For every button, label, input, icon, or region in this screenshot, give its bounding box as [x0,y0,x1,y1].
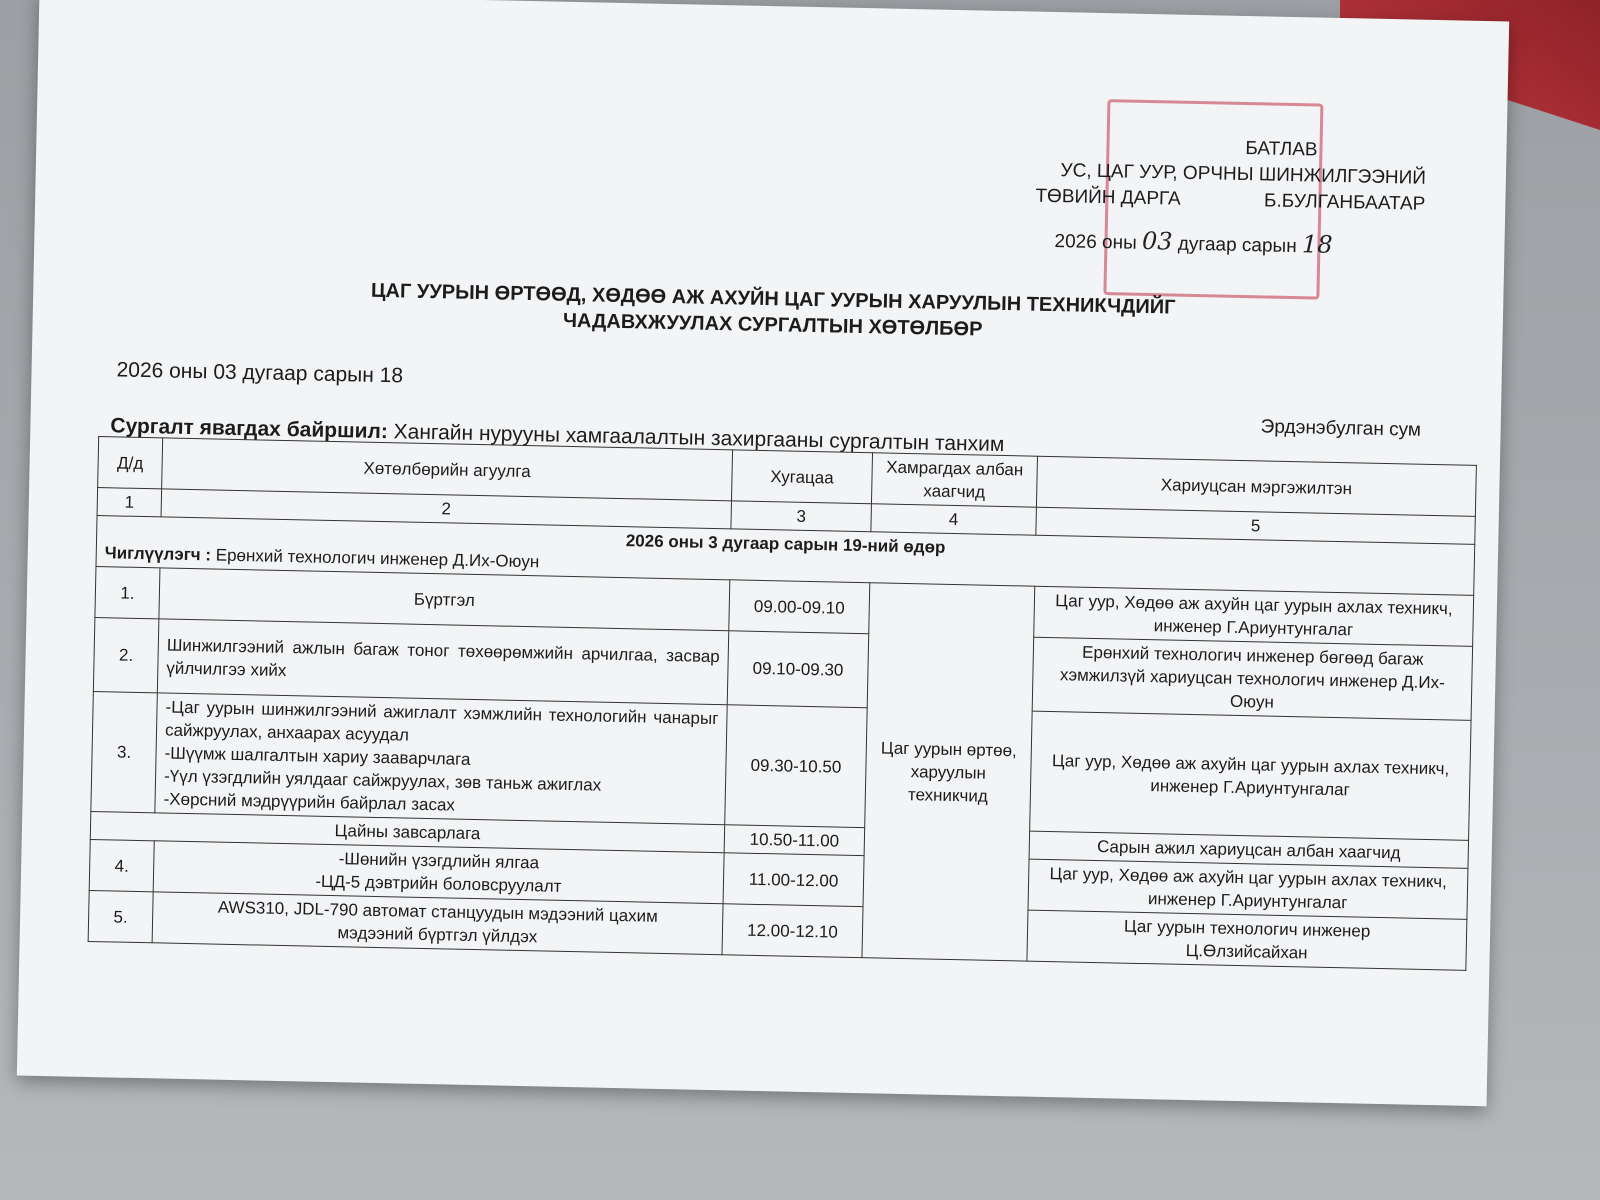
header-time: Хугацаа [731,450,872,504]
document-place: Эрдэнэбулган сум [1260,416,1422,441]
row-time: 12.00-12.10 [722,904,863,958]
location-value: Хангайн нурууны хамгаалалтын захиргааны сургалтын танхим [387,420,1005,457]
row-responsible: Цаг уур, Хөдөө аж ахуйн цаг уурын ахлах техникч, инженер Г.Ариунтунгалаг [1028,859,1468,919]
row-responsible: Цаг уур, Хөдөө аж ахуйн цаг уурын ахлах техникч, инженер Г.Ариунтунгалаг [1034,586,1474,646]
approval-date-month: 03 [1141,226,1173,256]
content-line: -Шөнийн үзэгдлийн ялгаа [338,849,540,873]
approval-title: БАТЛАВ [1245,138,1318,161]
row-responsible: Сарын ажил хариуцсан албан хаагчид [1029,831,1468,868]
content-line: -Үүл үзэгдлийн уялдааг сайжруулах, зөв таньж ажиглах [163,766,602,795]
document-date: 2026 оны 03 дугаар сарын 18 [116,358,404,388]
row-content [155,693,727,825]
header-responsible: Хариуцсан мэргэжилтэн [1036,456,1476,516]
approval-signer: Б.БУЛГАНБААТАР [1263,190,1426,215]
row-responsible: Цаг уур, Хөдөө аж ахуйн цаг уурын ахлах техникч, инженер Г.Ариунтунгалаг [1030,711,1471,840]
row-content: Шинжилгээний ажлын багаж тоног төхөөрөмжийн арчилгаа, засвар үйлчилгээ хийх [157,619,728,705]
approval-position: ТӨВИЙН ДАРГА [1035,185,1181,210]
title-line-2: ЧАДАВХЖУУЛАХ СУРГАЛТЫН ХӨТӨЛБӨР [562,309,983,341]
content-line: -Цаг уурын шинжилгээний ажиглалт хэмжлийн технологийн чанарыг сайжруулах, анхаарах асуудал [164,697,719,745]
header-participants: Хамрагдах албан хаагчид [871,453,1037,507]
approval-org-line: УС, ЦАГ УУР, ОРЧНЫ ШИНЖИЛГЭЭНИЙ [1060,160,1427,189]
approval-date-prefix: 2026 оны [1054,231,1137,254]
row-time: 10.50-11.00 [724,825,865,856]
approval-date-day: 18 [1301,230,1333,259]
day-title: 2026 оны 3 дугаар сарын 19-ний өдөр [625,531,946,557]
content-line: -Шүүмж шалгалтын хариу зааварчлага [164,743,471,769]
content-line: AWS310, JDL-790 автомат станцуудын мэдээний цахим [217,897,659,926]
document-page [17,0,1509,1106]
row-time: 09.00-09.10 [729,580,870,634]
row-time: 09.30-10.50 [725,705,867,828]
location-label: Сургалт явагдах байршил: [110,414,389,444]
row-num: 2. [93,618,159,693]
header-content: Хөтөлбөрийн агуулга [162,438,733,501]
row-time: 09.10-09.30 [727,631,869,708]
document-title [362,278,1183,347]
col-number-1: 1 [97,488,162,517]
content-line: -Хөрсний мэдрүүрийн байрлал засах [163,789,456,815]
col-number-2: 2 [161,489,731,529]
approval-date [984,225,1425,263]
col-number-4: 4 [871,504,1037,535]
responsible-line: Ц.Өлзийсайхан [1185,940,1308,963]
content-line: -ЦД-5 дэвтрийн боловсруулалт [315,871,562,896]
row-num: 1. [95,567,160,619]
content-line: мэдээний бүртгэл үйлдэх [337,923,538,947]
row-responsible [1027,910,1467,970]
row-responsible: Ерөнхий технологич инженер бөгөөд багаж хэмжилзүй хариуцсан технологич инженер Д.Их-Оюун [1032,637,1472,720]
responsible-line: Цаг уурын технологич инженер [1123,916,1371,941]
row-num: 5. [88,890,153,942]
header-num: Д/д [98,437,163,489]
program-table [88,436,1477,971]
approval-date-mid: дугаар сарын [1177,233,1297,258]
row-content [152,892,723,955]
moderator-label: Чиглүүлэгч : [104,543,212,565]
title-line-1: ЦАГ УУРЫН ӨРТӨӨД, ХӨДӨӨ АЖ АХУЙН ЦАГ УУРЫН ХАРУУЛЫН ТЕХНИКЧДИЙГ [370,279,1176,319]
participants-cell: Цаг уурын өртөө, харуулын техникчид [862,583,1035,961]
row-time: 11.00-12.00 [723,853,864,907]
row-num: 4. [89,839,154,891]
col-number-5: 5 [1036,507,1475,544]
row-num: 3. [91,692,157,813]
break-label: Цайны завсарлага [90,811,724,852]
moderator-value: Ерөнхий технологич инженер Д.Их-Оюун [210,545,540,572]
row-content: Бүртгэл [159,568,730,631]
col-number-3: 3 [731,501,872,532]
approval-block [984,131,1426,263]
